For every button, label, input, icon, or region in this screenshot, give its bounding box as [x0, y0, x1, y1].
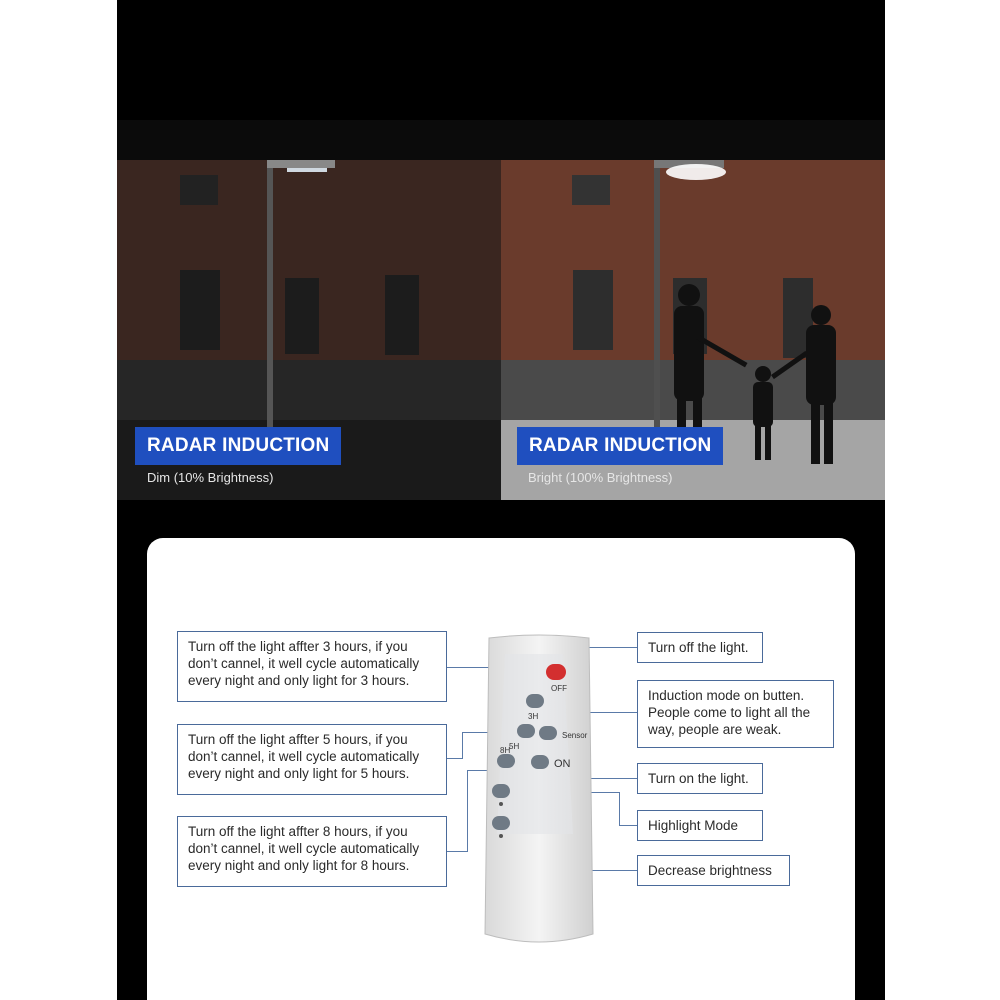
callout-5h: Turn off the light affter 5 hours, if you don’t cannel, it well cycle automatically every night and only light for 5 hours.	[177, 724, 447, 795]
connector-highlight-v	[619, 792, 620, 825]
off-button[interactable]	[546, 664, 566, 680]
radar-badge-bright: RADAR INDUCTION	[517, 427, 723, 465]
sun-icon	[499, 802, 503, 806]
highlight-button[interactable]	[492, 784, 510, 798]
connector-5h	[447, 758, 463, 759]
remote-control	[483, 634, 595, 946]
dim-icon	[499, 834, 503, 838]
callout-3h: Turn off the light affter 3 hours, if you don’t cannel, it well cycle automatically every night and only light for 3 hours.	[177, 631, 447, 702]
callout-off: Turn off the light.	[637, 632, 763, 663]
connector-sensor-2	[604, 712, 637, 713]
sensor-label: Sensor	[562, 731, 588, 740]
3h-label: 3H	[528, 712, 539, 721]
on-label: ON	[554, 758, 571, 770]
5h-label: 5H	[509, 742, 520, 751]
3h-button[interactable]	[526, 694, 544, 708]
decrease-brightness-button[interactable]	[492, 816, 510, 830]
radar-badge-dim: RADAR INDUCTION	[135, 427, 341, 465]
callout-decrease: Decrease brightness	[637, 855, 790, 886]
callout-sensor: Induction mode on butten. People come to light all the way, people are weak.	[637, 680, 834, 748]
connector-5h-v	[462, 732, 463, 759]
8h-button[interactable]	[497, 754, 515, 768]
connector-8h-v	[467, 770, 468, 852]
caption-dim: Dim (10% Brightness)	[147, 470, 274, 485]
callout-highlight: Highlight Mode	[637, 810, 763, 841]
5h-button[interactable]	[517, 724, 535, 738]
connector-highlight-h	[619, 825, 637, 826]
8h-label: 8H	[500, 746, 511, 755]
connector-8h	[447, 851, 468, 852]
sensor-button[interactable]	[539, 726, 557, 740]
caption-bright: Bright (100% Brightness)	[528, 470, 673, 485]
callout-on: Turn on the light.	[637, 763, 763, 794]
callout-8h: Turn off the light affter 8 hours, if you don’t cannel, it well cycle automatically every night and only light for 8 hours.	[177, 816, 447, 887]
on-button[interactable]	[531, 755, 549, 769]
off-label: OFF	[551, 684, 567, 693]
